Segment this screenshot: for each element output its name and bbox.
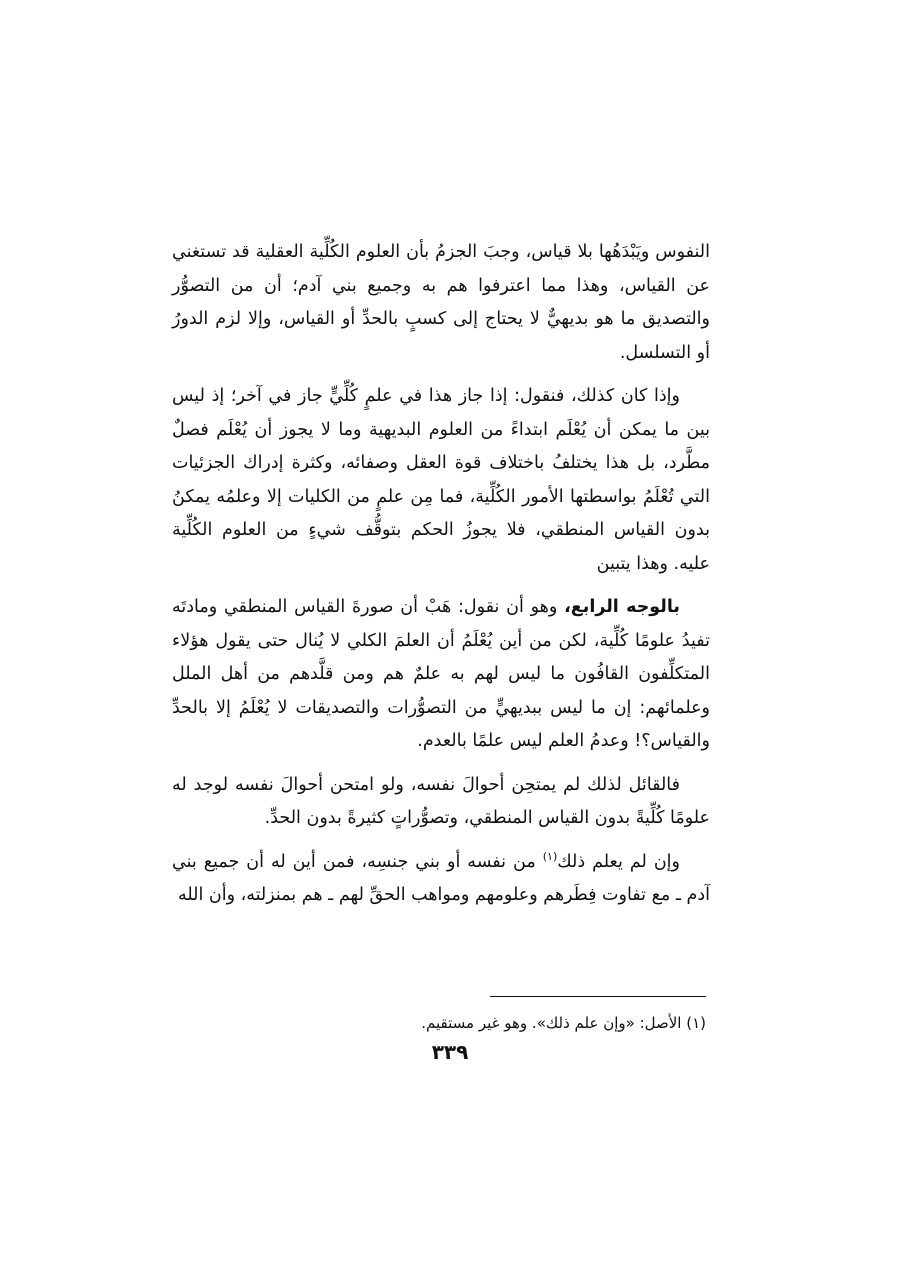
section-heading-inline: بالوجه الرابع،	[564, 597, 680, 617]
footnote-marker: (١)	[542, 849, 558, 863]
paragraph-4-text: فالقائل لذلك لم يمتحِن أحوالَ نفسه، ولو امتحن أحوالَ نفسه لوجد له علومًا كُلِّيةً بدون القياس المنطقي، وتصوُّراتٍ كثيرةً بدون الحدِّ.	[172, 774, 710, 828]
paragraph-3-text: وهو أن نقول: هَبْ أن صورةَ القياس المنطقي ومادتَه تفيدُ علومًا كُلِّية، لكن من أين يُعْلَمُ أن العلمَ الكلي لا يُنال حتى يقول هؤلاء المتكلِّفون القافُون ما ليس لهم به علمٌ هم ومن قلَّدهم من أهل الملل وعلمائهم: إن ما ليس ببديهيٍّ من التصوُّرات والتصديقات لا يُعْلَمُ إلا بالحدِّ والقياس؟! وعدمُ العلم ليس علمًا بالعدم.	[172, 597, 710, 751]
paragraph-3	[172, 591, 710, 759]
paragraph-2	[172, 380, 710, 581]
footnote-divider	[490, 996, 706, 997]
page-number: ٣٣٩	[431, 1040, 469, 1064]
main-text	[172, 236, 710, 923]
paragraph-2-text: وإذا كان كذلك، فنقول: إذا جاز هذا في علمٍ كُلِّيٍّ جاز في آخر؛ إذ ليس بين ما يمكن أن يُعْلَم ابتداءً من العلوم البديهية وما لا يجوز أن يُعْلَم فصلٌ مطَّرد، بل هذا يختلفُ باختلاف قوة العقل وصفائه، وكثرة إدراك الجزئيات التي تُعْلَمُ بواسطتها الأمور الكُلِّية، فما مِن علمٍ من الكليات إلا وعلمُه يمكنُ بدون القياس المنطقي، فلا يجوزُ الحكم بتوقُّف شيءٍ من العلوم الكُلِّية عليه. وهذا يتبين	[172, 386, 710, 574]
paragraph-4	[172, 769, 710, 836]
paragraph-1	[172, 236, 710, 370]
paragraph-5	[172, 846, 710, 913]
footnote: (١) الأصل: «وإن علم ذلك». وهو غير مستقيم.	[421, 1014, 706, 1032]
paragraph-5-text: وإن لم يعلم ذلك	[557, 851, 680, 872]
paragraph-5-text-after: من نفسه أو بني جنسِه، فمن أين له أن جميع بني آدم ـ مع تفاوت فِطَرهم وعلومهم ومواهب الحقِّ لهم ـ هم بمنزلته، وأن الله	[172, 851, 710, 905]
paragraph-1-text: النفوس ويَبْدَهُها بلا قياس، وجبَ الجزمُ بأن العلوم الكُلِّية العقلية قد تستغني عن القياس، وهذا مما اعترفوا هم به وجميع بني آدم؛ أن من التصوُّر والتصديق ما هو بديهيٌّ لا يحتاج إلى كسبٍ بالحدِّ أو القياس، وإلا لزم الدورُ أو التسلسل.	[172, 242, 710, 363]
